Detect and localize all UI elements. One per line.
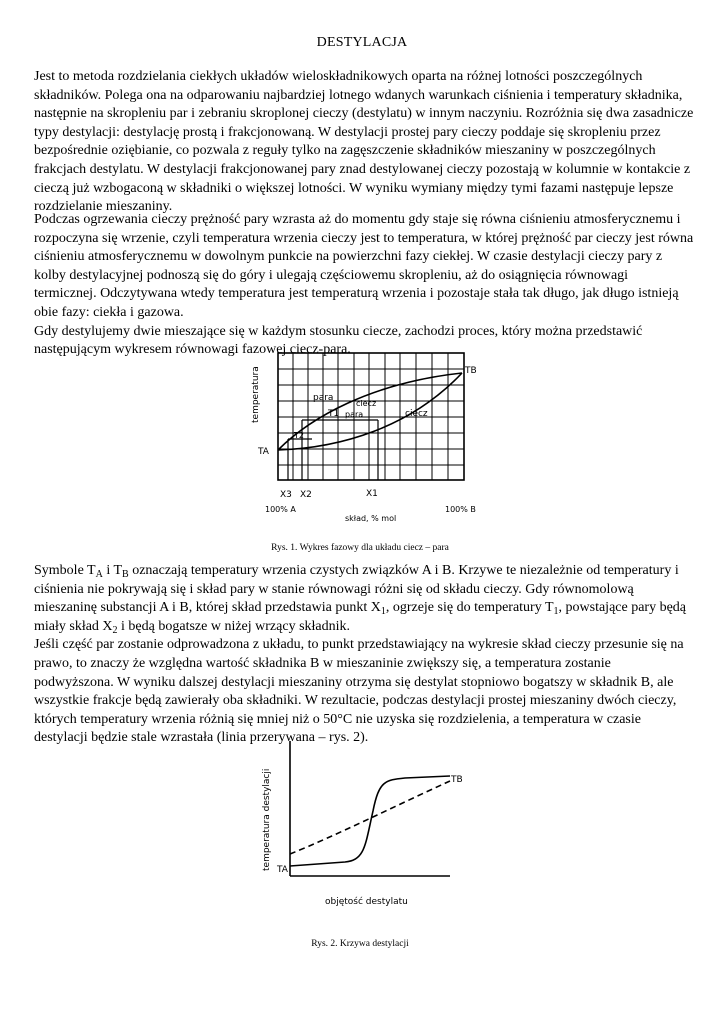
label-t1: T1: [328, 409, 340, 419]
paragraph-mixture: Gdy destylujemy dwie mieszające się w każdym stosunku ciecze, zachodzi proces, który można przedstawić następującym wykresem równowagi fazowej ciecz-para.: [34, 323, 643, 358]
fractional-curve: [290, 776, 450, 866]
paragraph-symbols: Symbole $T_A$ i $T_B$ oznaczają temperatury wrzenia czystych związków A i B. Krzywe te niezależnie od temperatury i ciśnienia nie pokrywają się i skład pary w stanie równowagi różni się od składu cieczy. Gdy równomolową mieszaninę substancji A i B, której skład przedstawia punkt $X_1$, ogrzeje się do temperatury $T_1$, powstające pary będą miały skład $X_2$ i będą bogatsze w niżej wrzący składnik.: [34, 563, 687, 636]
simple-curve: [290, 781, 450, 854]
label-para-inner: para: [345, 410, 364, 419]
phase-diagram-grid: [278, 353, 464, 480]
paragraph-vapor-removal: Jeśli część par zostanie odprowadzona z układu, to punkt przedstawiający na wykresie skład cieczy przesunie się na prawo, to znaczy że względna wartość składnika B w mieszaninie zwiększy się, a temperatura zostanie podwyższona. W wyniku dalszej destylacji mieszaniny otrzyma się destylat stopniowo bogatszy w składnik B, ale wszystkie frakcje będą zawierały oba składniki. W rezultacie, podczas destylacji prostej mieszaniny dwóch cieczy, których temperatury wrzenia różnią się mniej niż o 50°C nie uzyska się rozdzielenia, a temperatura w czasie destylacji będzie stale wzrastała (linia przerywana – rys. 2).: [34, 637, 684, 746]
label-ta: TA: [258, 447, 269, 457]
paragraph-boiling: Podczas ogrzewania cieczy prężność pary wzrasta aż do momentu gdy staje się równa ciśnieniu atmosferycznemu i rozpoczyna się wrzenie, czyli temperatura wrzenia cieczy jest to temperatura, w której prężność par cieczy jest równa ciśnieniu atmosferycznemu w dowolnym punkcie na powierzchni fazy ciekłej. W czasie destylacji cieczy pary z kolby destylacyjnej podnoszą się do góry i ulegają częściowemu skropleniu, aż do osiągnięcia równowagi termicznej. Odczytywana wtedy temperatura jest temperaturą wrzenia i pozostaje stała tak długo, jak długo istnieją obie fazy: ciekła i gazowa.: [34, 212, 694, 320]
phase-diagram-figure: [250, 348, 500, 536]
distillation-ylabel: temperatura destylacji: [262, 768, 272, 871]
page-title: DESTYLACJA: [316, 35, 408, 50]
tie-lines: [288, 420, 378, 480]
figure2-caption: Rys. 2. Krzywa destylacji: [311, 939, 409, 949]
paragraph-group-2: [34, 211, 694, 360]
label-x2: X2: [300, 490, 312, 500]
phase-xlabel: skład, % mol: [345, 514, 397, 523]
label-100b: 100% B: [445, 505, 476, 514]
label-para-upper: para: [313, 393, 334, 403]
label-100a: 100% A: [265, 505, 296, 514]
paragraph-group-3: [34, 562, 694, 748]
label-ciecz-lower: ciecz: [405, 409, 428, 419]
label-tb: TB: [465, 366, 477, 376]
label-ta-2: TA: [277, 865, 288, 875]
phase-ylabel: temperatura: [251, 366, 261, 423]
figure1-caption: Rys. 1. Wykres fazowy dla układu ciecz – para: [271, 543, 449, 553]
label-t2: T2: [294, 431, 304, 440]
label-tb-2: TB: [451, 775, 463, 785]
label-x3: X3: [280, 490, 292, 500]
distillation-curve-figure: [255, 736, 470, 926]
distillation-xlabel: objętość destylatu: [325, 897, 408, 907]
label-ciecz-upper: ciecz: [356, 399, 377, 408]
label-x1: X1: [366, 489, 378, 499]
paragraph-intro: Jest to metoda rozdzielania ciekłych układów wieloskładnikowych oparta na różnej lotności poszczególnych składników. Polega ona na odparowaniu najbardziej lotnego wdanych warunkach ciśnienia i temperatury składnika, następnie na skropleniu par i zebraniu skroplonej cieczy (destylatu) w innym naczyniu. Rozróżnia się dwa zasadnicze typy destylacji: destylację prostą i frakcjonowaną. W destylacji prostej pary cieczy poddaje się skropleniu przez bezpośrednie oziębianie, co pozwala z reguły tylko na zagęszczenie składników mieszaniny w poszczególnych frakcjach destylatu. W destylacji frakcjonowanej pary znad destylowanej cieczy pozostają w kolumnie w kontakcie z cieczą już wzbogaconą w składniki o większej lotności. W wyniku wymiany między tymi fazami następuje lepsze rozdzielanie mieszaniny.: [34, 69, 694, 215]
